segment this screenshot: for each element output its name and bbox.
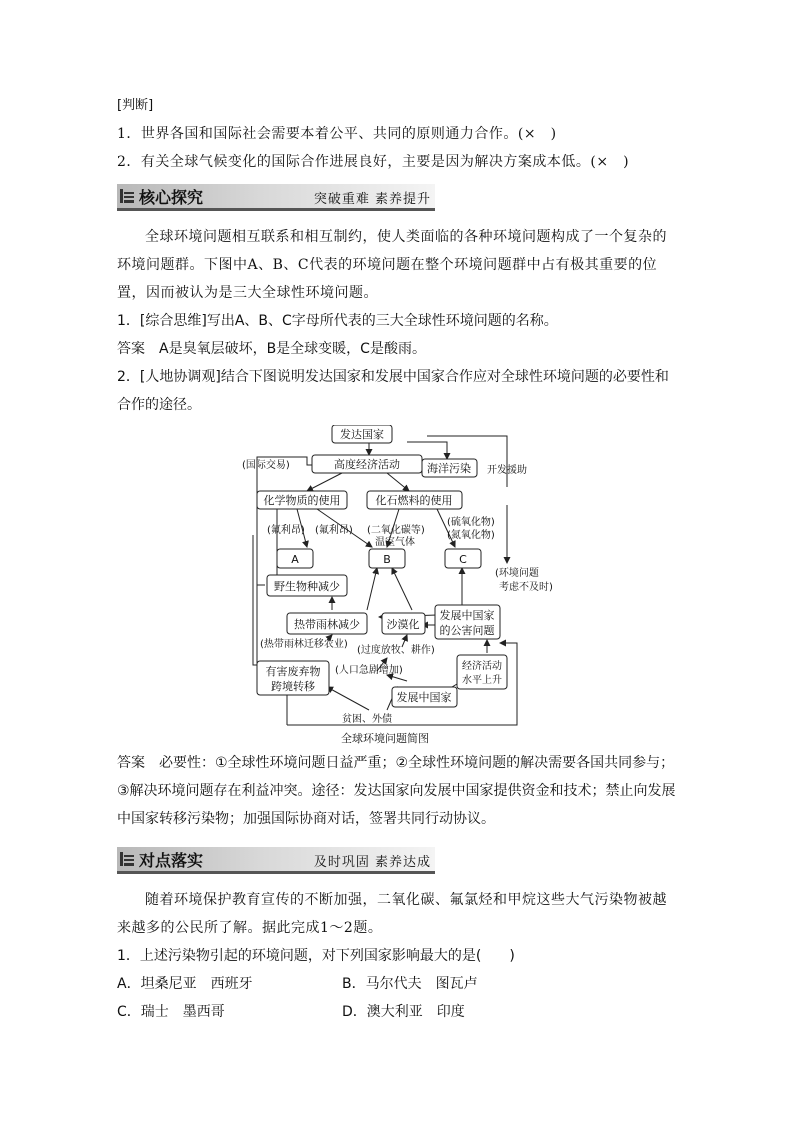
label-trade: (国际交易) xyxy=(242,460,290,471)
box-ocean: 海洋污染 xyxy=(427,462,471,475)
box-b: B xyxy=(383,553,391,566)
label-poverty: 贫困、外债 xyxy=(342,714,392,725)
label-co2: (二氧化碳等) xyxy=(367,525,425,536)
box-fossil: 化石燃料的使用 xyxy=(375,494,453,507)
label-freon-1: (氟利昂) xyxy=(267,525,305,536)
label-freon-2: (氟利昂) xyxy=(315,525,353,536)
box-public-1: 发展中国家 xyxy=(439,609,495,622)
section-subtitle-core: 突破重难 素养提升 xyxy=(313,192,431,207)
box-developing: 发展中国家 xyxy=(396,691,452,704)
section-subtitle-practice: 及时巩固 素养达成 xyxy=(313,855,431,870)
core-answer-2: 答案 必要性：①全球性环境问题日益严重；②全球性环境问题的解决需要各国共同参与；③解决环境问题存在利益冲突。途径：发达国家向发展中国家提供资金和技术；禁止向发展中国家转移污染物；加强国际协商对话，签署共同行动协议。 xyxy=(117,755,676,827)
label-population: (人口急剧增加) xyxy=(335,665,403,676)
box-a: A xyxy=(291,553,299,566)
label-env-1: (环境问题 xyxy=(495,568,539,579)
core-question-2: 2．[人地协调观]结合下图说明发达国家和发展中国家合作应对全球性环境问题的必要性和合作的途径。 xyxy=(117,369,669,413)
label-migration: (热带雨林迁移农业) xyxy=(260,639,348,650)
box-desert: 沙漠化 xyxy=(386,618,420,631)
label-nitrogen: (氮氧化物) xyxy=(447,530,495,541)
practice-question-1: 1．上述污染物引起的环境问题，对下列国家影响最大的是( ) xyxy=(117,948,515,964)
section-title-practice: 对点落实 xyxy=(139,851,204,870)
option-d[interactable]: D．澳大利亚 印度 xyxy=(342,1004,465,1020)
label-aid: 开发援助 xyxy=(487,465,527,476)
practice-intro: 随着环境保护教育宣传的不断加强，二氧化碳、氟氯烃和甲烷这些大气污染物被越来越多的公民所了解。据此完成1～2题。 xyxy=(117,892,667,936)
box-public-2: 的公害问题 xyxy=(439,624,495,637)
box-waste-2: 跨境转移 xyxy=(271,680,315,693)
core-intro: 全球环境问题相互联系和相互制约，使人类面临的各种环境问题构成了一个复杂的环境问题群。下图中A、B、C代表的环境问题在整个环境问题群中占有极其重要的位置，因而被认为是三大全球性环境问题。 xyxy=(117,229,667,301)
box-rainforest: 热带雨林减少 xyxy=(294,618,360,631)
option-row-1 xyxy=(117,970,677,998)
book-icon xyxy=(119,851,135,867)
label-env-2: 考虑不及时) xyxy=(499,582,553,593)
option-c[interactable]: C．瑞士 墨西哥 xyxy=(117,1004,225,1020)
box-econ-1: 经济活动 xyxy=(462,661,502,672)
label-sulfur: (硫氧化物) xyxy=(447,517,495,528)
page-content xyxy=(117,92,677,1026)
option-b[interactable]: B．马尔代夫 图瓦卢 xyxy=(342,976,478,992)
judge-header: [判断] xyxy=(117,98,154,113)
label-overgraze: (过度放牧、耕作) xyxy=(357,645,435,656)
option-a[interactable]: A．坦桑尼亚 西班牙 xyxy=(117,976,253,992)
box-developed: 发达国家 xyxy=(340,428,384,441)
judge-item-2: 2．有关全球气候变化的国际合作进展良好，主要是因为解决方案成本低。(× ) xyxy=(117,154,630,170)
section-bar-practice xyxy=(117,847,435,874)
box-wildlife: 野生物种减少 xyxy=(274,580,340,593)
judge-item-1: 1．世界各国和国际社会需要本着公平、共同的原则通力合作。(× ) xyxy=(117,126,557,142)
diagram-caption: 全球环境问题简图 xyxy=(341,732,429,745)
section-title-core: 核心探究 xyxy=(139,188,204,207)
box-high-econ: 高度经济活动 xyxy=(334,458,400,471)
book-icon xyxy=(119,188,135,204)
box-waste-1: 有害废弃物 xyxy=(265,665,321,678)
box-chem: 化学物质的使用 xyxy=(263,494,341,507)
box-econ-2: 水平上升 xyxy=(462,675,502,686)
core-answer-1: 答案 A是臭氧层破坏，B是全球变暖，C是酸雨。 xyxy=(117,341,426,357)
label-greenhouse: 温室气体 xyxy=(375,537,415,548)
box-c: C xyxy=(459,553,467,566)
core-question-1: 1．[综合思维]写出A、B、C字母所代表的三大全球性环境问题的名称。 xyxy=(117,313,558,329)
option-row-2 xyxy=(117,998,677,1026)
section-bar-core xyxy=(117,184,435,211)
environment-diagram xyxy=(117,425,677,745)
